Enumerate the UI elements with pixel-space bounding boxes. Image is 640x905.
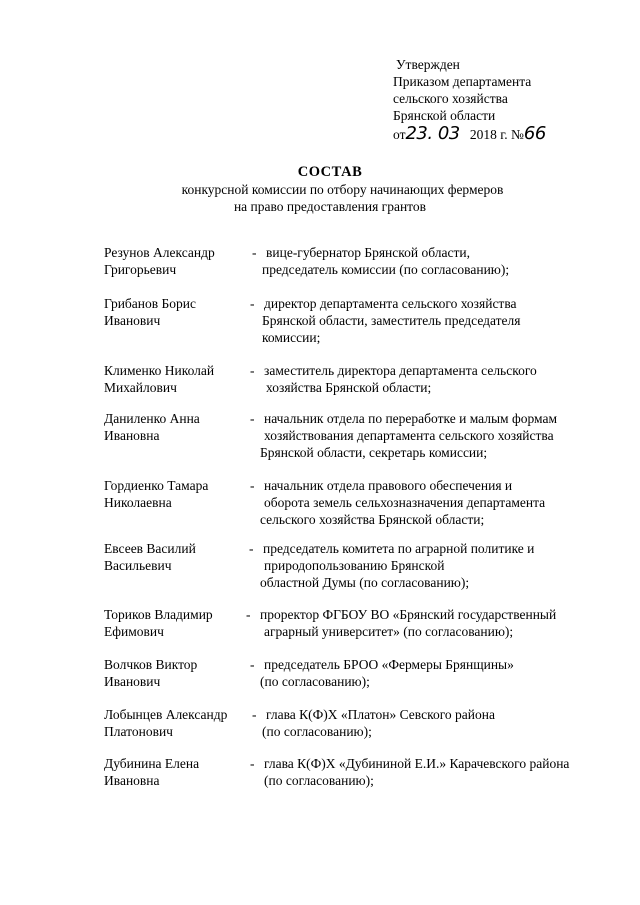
document-subtitle-line-1: конкурсной комиссии по отбору начинающих фермеров (181, 182, 504, 197)
order-year-text: 2018 г. № (469, 127, 524, 142)
approval-line-2: Приказом департамента (393, 74, 532, 89)
document-subtitle-line-2: на право предоставления грантов (233, 199, 427, 214)
member-dash: - (250, 756, 255, 771)
document-title: СОСТАВ (297, 164, 363, 180)
approval-line-4: Брянской области (393, 108, 496, 123)
member-name: Клименко Николай Михайлович (104, 363, 215, 395)
member-dash: - (249, 541, 254, 556)
approval-stamp-block (393, 56, 623, 142)
member-dash: - (250, 657, 255, 672)
member-dash: - (252, 707, 257, 722)
member-role: - начальник отдела правового обеспечения и оборота земель сельхозназначения департамента сельского хозяйства Брянской области; (250, 478, 546, 527)
member-role: - глава К(Ф)Х «Дубининой Е.И.» Карачевского района (по согласованию); (250, 756, 570, 788)
member-role: - вице-губернатор Брянской области, председатель комиссии (по согласованию); (252, 245, 510, 277)
handwritten-date: 23. 03 (405, 123, 460, 144)
handwritten-order-number: 66 (523, 123, 546, 144)
member-role: - заместитель директора департамента сельского хозяйства Брянской области; (250, 363, 537, 395)
member-role: - начальник отдела по переработке и малым формам хозяйствования департамента сельского хозяйства Брянской области, секретарь комиссии; (250, 411, 558, 460)
member-dash: - (250, 296, 255, 311)
member-name: Евсеев Василий Васильевич (104, 541, 196, 573)
member-role: - глава К(Ф)Х «Платон» Севского района (по согласованию); (252, 707, 495, 739)
member-dash: - (250, 363, 255, 378)
member-dash: - (252, 245, 257, 260)
member-dash: - (250, 478, 255, 493)
member-name: Грибанов Борис Иванович (104, 296, 196, 328)
member-dash: - (246, 607, 251, 622)
member-name: Лобынцев Александр Платонович (104, 707, 228, 739)
member-role: - проректор ФГБОУ ВО «Брянский государственный аграрный университет» (по согласованию); (246, 607, 557, 639)
member-name: Гордиенко Тамара Николаевна (104, 478, 209, 510)
date-prefix: от (393, 127, 406, 142)
member-role: - директор департамента сельского хозяйства Брянской области, заместитель председателя комиссии; (250, 296, 521, 345)
member-role: - председатель БРОО «Фермеры Брянщины» (по согласованию); (250, 657, 514, 689)
member-role: - председатель комитета по аграрной политике и природопользованию Брянской областной Думы (по согласованию); (249, 541, 535, 590)
member-name: Ториков Владимир Ефимович (104, 607, 213, 639)
member-name: Дубинина Елена Ивановна (104, 756, 200, 788)
document-heading (0, 163, 640, 215)
member-name: Резунов Александр Григорьевич (104, 245, 215, 277)
member-name: Даниленко Анна Ивановна (104, 411, 200, 443)
approval-line-3: сельского хозяйства (393, 91, 508, 106)
member-name: Волчков Виктор Иванович (104, 657, 198, 689)
approval-line-1: Утвержден (396, 57, 460, 72)
member-dash: - (250, 411, 255, 426)
approval-date-line (393, 125, 623, 143)
